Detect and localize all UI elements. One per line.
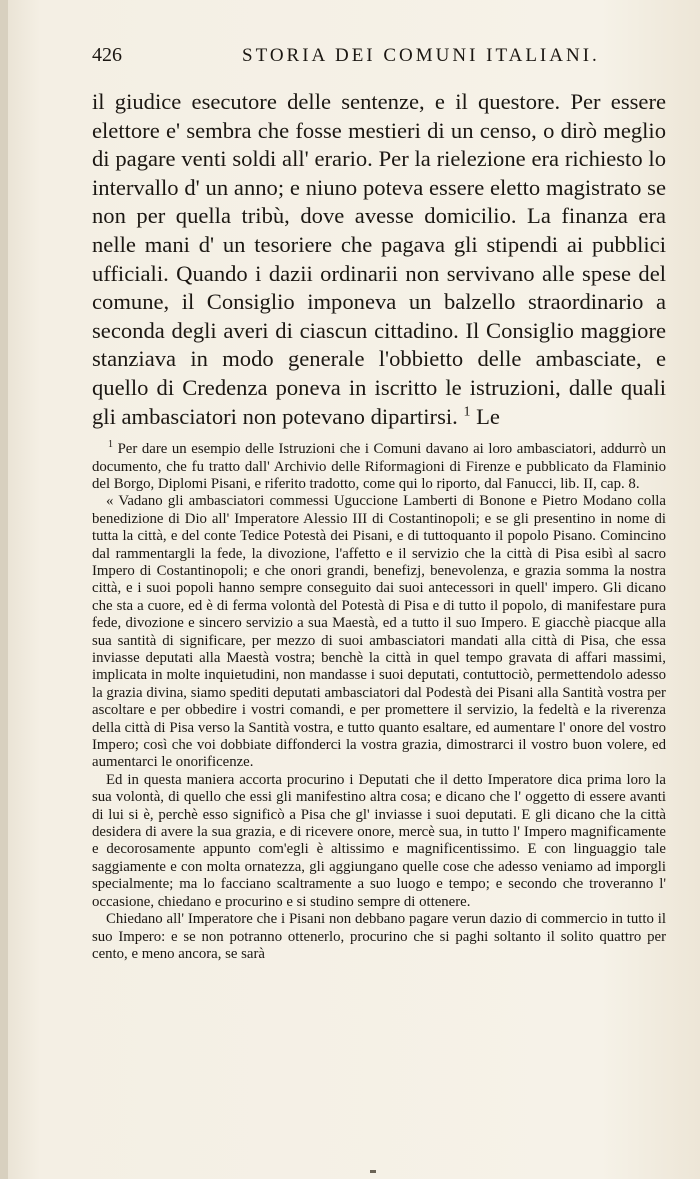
footnote-1 <box>92 441 666 493</box>
trailing-word: Le <box>476 403 500 429</box>
page-number: 426 <box>92 44 122 66</box>
footnote-marker: 1 <box>108 439 113 451</box>
footnote-quote-paragraph-1: « Vadano gli ambasciatori commessi Uguccione Lamberti di Bonone e Pietro Modano colla benedizione di Dio all' Imperatore Alessio III di Costantinopoli; e se gli presentino in nome di tutta la città, e del conte Tedice Potestà dei Pisani, e di tuttoquanto il popolo Pisano. Comincino dal rammentargli la fede, la divozione, l'affetto e il servizio che la città di Pisa esibì al sacro Impero di Costantinopoli; e che onori grandi, benefizj, benevolenza, e grazia somma la nostra città, e i suoi popoli hanno sempre conseguito dai suoi antecessori in quell' impero. Gli dicano che sta a cuore, ed è di ferma volontà del Potestà di Pisa e di tutto il popolo, di manifestare pura fede, divozione e sincero servizio a sua Maestà, ed a tutto il suo Impero. E giacchè piacque alla sua santità di significare, per mezzo di suoi ambasciatori mandati alla città di Pisa, che essa inviasse deputati alla Maestà vostra; benchè la città in quel tempo gravata di affari massimi, implicata in molte inquietudini, non mandasse i suoi deputati, contuttociò, permettendolo adesso la grazia divina, siamo spediti deputati ambasciatori dal Podestà dei Pisani alla Santità vostra per ascoltare e per obbedire i vostri comandi, e per promettere il servizio, la fedeltà e la riverenza della città di Pisa verso la Santità vostra, e tutto quanto esaltare, ed aumentare l' onore del vostro Impero; così che voi dobbiate diffonderci la vostra grazia, dimostrarci il vostro buon volere, ed aumentarci le onorificenze. <box>92 493 666 771</box>
footnote-1-text: Per dare un esempio delle Istruzioni che i Comuni davano ai loro ambasciatori, addurrò un documento, che fu tratto dall' Archivio delle Riformagioni di Firenze e pubblicato da Flaminio del Borgo, Diplomi Pisani, e riferito tradotto, come qui lo riporto, dal Fanucci, lib. II, cap. 8. <box>92 441 666 492</box>
page-edge-shadow <box>0 0 8 1179</box>
footer-mark <box>370 1170 376 1173</box>
footnote-reference: 1 <box>463 404 471 419</box>
footnote-quote-paragraph-2: Ed in questa maniera accorta procurino i Deputati che il detto Imperatore dica prima loro la sua volontà, di quello che essi gli manifestino altra cosa; e dicano che l' oggetto di essere avanti di lui si è, perchè esso significò a Pisa che gl' inviasse i suoi deputati. E gli dicano che la città desidera di avere la sua grazia, e di ricevere onore, mercè sua, in tutto l' Impero magnificamente e decorosamente appunto com'egli è altissimo e magnificentissimo. E con linguaggio tale saggiamente e con molta ornatezza, gli aggiungano quelle cose che adesso veniamo ad imporgli specialmente; ma lo facciano scaltramente a suo luogo e tempo; e secondo che troveranno l' occasione, chiedano e procurino e si studino sempre di ottenere. <box>92 771 666 910</box>
main-paragraph <box>92 88 666 431</box>
main-paragraph-text: il giudice esecutore delle sentenze, e il questore. Per essere elettore e' sembra che fosse mestieri di un censo, o dirò meglio di pagare venti soldi all' erario. Per la rielezione era richiesto lo intervallo d' un anno; e niuno poteva essere eletto magistrato se non per quella tribù, dove avesse domicilio. La finanza era nelle mani d' un tesoriere che pagava gli stipendi ai pubblici ufficiali. Quando i dazii ordinarii non servivano alle spese del comune, il Consiglio imponeva un balzello straordinario a seconda degli averi di ciascun cittadino. Il Consiglio maggiore stanziava in modo generale l'obbietto delle ambasciate, e quello di Credenza poneva in iscritto le istruzioni, dalle quali gli ambasciatori non potevano dipartirsi. <box>92 89 666 429</box>
running-head <box>92 44 666 76</box>
running-title: STORIA DEI COMUNI ITALIANI. <box>242 45 600 66</box>
footnote-quote-paragraph-3: Chiedano all' Imperatore che i Pisani non debbano pagare verun dazio di commercio in tutto il suo Impero: e se non potranno ottenerlo, procurino che si paghi soltanto il solito quattro per cento, e meno ancora, se sarà <box>92 911 666 962</box>
